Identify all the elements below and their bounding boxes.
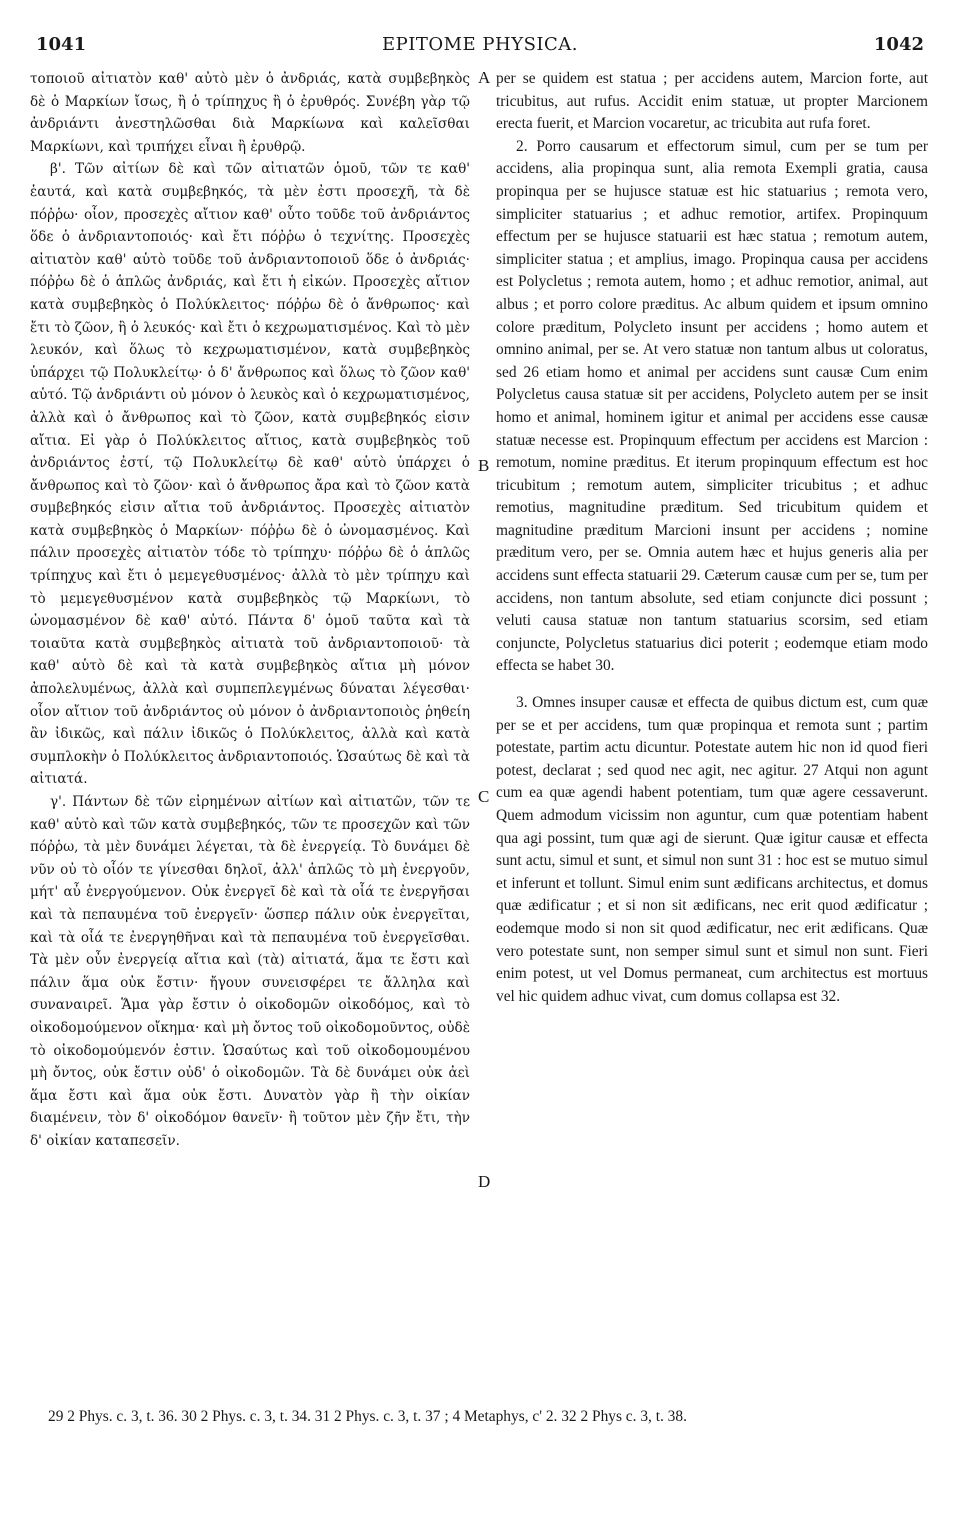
greek-paragraph: τοποιοῦ αἰτιατὸν καθ' αὐτὸ μὲν ὁ ἀνδριάς, κατὰ συμβεβηκὸς δὲ ὁ Μαρκίων ἴσως, ἢ ὁ τρίπηχυς ἢ ὁ ἐρυθρός. Συνέβη γὰρ τῷ ἀνδριάντι ἀνεστηλῶσθαι διὰ Μαρκίωνα καὶ καλεῖσθαι Μαρκίωνι, καὶ τριπήχει εἶναι ἢ ἐρυθρῷ. — [30, 71, 470, 155]
margin-marker-c: C — [478, 787, 490, 806]
page-number-right: 1042 — [873, 34, 924, 55]
latin-paragraph: 2. Porro causarum et effectorum simul, cum per se tum per accidens, alia propinqua sunt, alia remota Exempli gratia, causa propinqua per se hujusce statuæ est hic statuarius ; remota vero, simpliciter statuarius ; et adhuc remotior, artifex. Propinquum effectum per se hujusce statuarii est hæc statua ; remotum autem, simpliciter statua ; et amplius, imago. Propinqua causa per accidens est Polycletus ; remota autem, homo ; et adhuc remotior, animal, aut albus ; et porro colore præditus. Ac album quidem et ipsum omnino colore præditum, Polycleto insunt per accidens ; homo autem et omnino animal, per se. At vero statuæ non tantum albus ut coloratus, sed 26 etiam homo et animal per accidens sunt causæ Cum enim Polycletus causa statuæ sit per accidens, Polycleto autem per se insit homo et animal, hominem igitur et animal per accidens esse causæ statuæ necesse est. Propinquum effectum per accidens est Marcion : remotum, nomine præditus. Et iterum propinquum effectum est hoc tricubitum ; remotum autem, simpliciter tricubitus ; et adhuc remotius, magnitudine præditum. Sed tricubitum quidem et magnitudine præditum Marcioni insunt per accidens ; nomine præditum vero, per se. Omnia autem hæc et hujus generis alia per accidens sunt effecta statuarii 29. Cæterum causæ cum per se, tum per accidens, non tantum absolute, sed etiam conjuncte dici possunt ; veluti causa statuæ non tantum statuarius scorsim, sed etiam conjuncte, Polycletus statuarius dici poterit ; eodemque etiam modo effecta se habet 30. — [496, 137, 928, 675]
footnotes — [30, 1406, 930, 1428]
margin-marker-d: D — [478, 1172, 491, 1191]
margin-marker-a: A — [478, 68, 491, 87]
greek-column — [30, 68, 470, 1388]
greek-paragraph: β'. Τῶν αἰτίων δὲ καὶ τῶν αἰτιατῶν ὁμοῦ, τῶν τε καθ' ἑαυτά, καὶ κατὰ συμβεβηκός, τὰ μὲν ἐστι προσεχῆ, τὰ δὲ πόῤῥω· οἷον, προσεχὲς αἴτιον καθ' οὗτο τοῦδε τοῦ ἀνδριάντος ὅδε ὁ ἀνδριαντοποιός· καὶ ἔτι πόῤῥω ὁ τεχνίτης. Προσεχὲς αἰτιατὸν καθ' αὑτὸ τοῦδε τοῦ ἀνδριαντοποιοῦ ὅδε ὁ ἀνδριάς· πόῤῥω δὲ ὁ ἁπλῶς ἀνδριάς, καὶ ἔτι ἡ εἰκών. Προσεχὲς αἴτιον κατὰ συμβεβηκὸς ὁ Πολύκλειτος· πόῤῥω δὲ ὁ ἄνθρωπος· καὶ ἔτι τὸ ζῶον, ἢ ὁ λευκός· καὶ ἔτι ὁ κεχρωματισμένος. Καὶ τὸ μὲν λευκόν, καὶ ὅλως τὸ κεχρωματισμένον, κατὰ συμβεβηκὸς ὑπάρχει τῷ Πολυκλείτῳ· ὁ δ' ἄνθρωπος καὶ ὅλως τὸ ζῶον καθ' αὑτό. Τῷ ἀνδριάντι οὐ μόνον ὁ λευκὸς καὶ ὁ κεχρωματισμένος, ἀλλὰ καὶ ὁ ἄνθρωπος καὶ τὸ ζῶον, κατὰ συμβεβηκός εἰσιν αἴτια. Εἰ γὰρ ὁ Πολύκλειτος αἴτιος, κατὰ συμβεβηκὸς τοῦ ἀνδριάντος ἐστί, τῷ Πολυκλείτῳ δὲ καθ' αὑτὸ ὑπάρχει ὁ ἄνθρωπος καὶ τὸ ζῶον· καὶ ὁ ἄνθρωπος ἄρα καὶ τὸ ζῶον κατὰ συμβεβηκός εἰσιν αἴτια τοῦ ἀνδριάντος. Προσεχὲς αἰτιατὸν κατὰ συμβεβηκὸς ὁ Μαρκίων· πόῤῥω δὲ ὁ ὠνομασμένος. Καὶ πάλιν προσεχὲς αἰτιατὸν τόδε τὸ τρίπηχυ· πόῤῥω δὲ ὁ ἁπλῶς τρίπηχυς καὶ ἔτι ὁ μεμεγεθυσμένος· ἀλλὰ τὸ μὲν τρίπηχυ καὶ τὸ μεμεγεθυσμένον κατὰ συμβεβηκὸς τῷ Μαρκίωνι, τὸ ὠνομασμένον δὲ καθ' αὑτό. Πάντα δ' ὁμοῦ ταῦτα καὶ τὰ τοιαῦτα κατὰ συμβεβηκὸς αἰτιατὰ τοῦ ἀνδριαντοποιοῦ· τὰ καθ' αὑτὸ δὲ καὶ τὰ κατὰ συμβεβηκὸς αἴτια μὴ μόνον ἀπολελυμένως, ἀλλὰ καὶ συμπεπλεγμένως δύναται λέγεσθαι· οἷον αἴτιον τοῦ ἀνδριάντος οὐ μόνον ὁ ἀνδριαντοποιὸς ῥηθείη ἂν ἰδικῶς, καὶ πάλιν ἰδικῶς ὁ Πολύκλειτος, ἀλλὰ καὶ κατὰ συμπλοκὴν ὁ Πολύκλειτος ἀνδριαντοποιός. Ὡσαύτως δὲ καὶ τὰ αἰτιατά. — [30, 161, 470, 788]
latin-paragraph: per se quidem est statua ; per accidens autem, Marcion forte, aut tricubitus, aut rufus. Accidit enim statuæ, ut propter Marcionem erecta fuerit, et Marcion vocaretur, ac tricubita aut rufa foret. — [496, 70, 928, 133]
latin-paragraph: 3. Omnes insuper causæ et effecta de quibus dictum est, cum quæ per se et per accidens, tum quæ propinqua et remota sunt ; partim potestate, partim actu dicuntur. Potestate autem hic non id quod fieri potest, declarat ; sed quod nec agit, nec agitur. 27 Atqui non agunt cum ea quæ agendi habent potentiam, tum quæ agere cessaverunt. Quem admodum vicissim non aguntur, cum quæ potentiam habent qua agi possint, tum quæ agi de sierunt. Quæ igitur causæ et effecta sunt actu, simul et sunt, et simul non sunt 31 : hoc est se mutuo simul et inferunt et tollunt. Simul enim sunt ædificans architectus, et domus quæ ædificatur ; et si non sit ædificans, nec erit quod ædificatur ; eodemque modo si non sit quod ædificatur, nec erit ædificans. Quæ vero potestate sunt, non semper simul sunt et simul non sunt. Fieri enim potest, ut vel Domus permaneat, cum architectus est mortuus vel hic quidem adhuc vivat, cum domus collapsa est 32. — [496, 694, 928, 1005]
page-number-left: 1041 — [36, 34, 87, 55]
greek-paragraph: γ'. Πάντων δὲ τῶν εἰρημένων αἰτίων καὶ αἰτιατῶν, τῶν τε καθ' αὑτὸ καὶ τῶν κατὰ συμβεβηκός, τῶν τε προσεχῶν καὶ τῶν πόῤῥω, τὰ μὲν δυνάμει λέγεται, τὰ δὲ ἐνεργείᾳ. Τὸ δυνάμει δὲ νῦν οὐ τὸ οἷόν τε γίνεσθαι δηλοῖ, ἀλλ' ἁπλῶς τὸ μὴ ἐνεργοῦν, μήτ' αὖ ἐνεργούμενον. Οὐκ ἐνεργεῖ δὲ καὶ τὰ οἷά τε ἐνεργῆσαι καὶ τὰ πεπαυμένα τοῦ ἐνεργεῖν· ὥσπερ πάλιν οὐκ ἐνεργεῖται, καὶ τὰ οἷά τε ἐνεργηθῆναι καὶ τὰ πεπαυμένα τοῦ ἐνεργεῖσθαι. Τὰ μὲν οὖν ἐνεργείᾳ αἴτια καὶ (τὰ) αἰτιατά, ἅμα τε ἔστι καὶ πάλιν ἅμα οὐκ ἔστιν· ἤγουν συνεισφέρει τε ἄλληλα καὶ συναναιρεῖ. Ἅμα γὰρ ἔστιν ὁ οἰκοδομῶν οἰκοδόμος, καὶ τὸ οἰκοδομούμενον οἴκημα· καὶ μὴ ὄντος τοῦ οἰκοδομοῦντος, οὐδὲ τὸ οἰκοδομούμενόν ἐστιν. Ὡσαύτως καὶ τοῦ οἰκοδομουμένου μὴ ὄντος, οὐκ ἔστιν οὐδ' ὁ οἰκοδομῶν. Τὰ δὲ δυνάμει οὐκ ἀεὶ ἅμα ἔστι καὶ ἅμα οὐκ ἔστι. Δυνατὸν γὰρ ἢ τὴν οἰκίαν διαμένειν, τὸν δ' οἰκοδόμον θανεῖν· ἢ τοῦτον μὲν ζῆν ἔτι, τὴν δ' οἰκίαν καταπεσεῖν. — [30, 794, 470, 1149]
running-title: EPITOME PHYSICA. — [381, 34, 579, 55]
margin-marker-b: B — [478, 456, 490, 475]
latin-column — [496, 68, 928, 1388]
footnote-text: 29 2 Phys. c. 3, t. 36. 30 2 Phys. c. 3, t. 34. 31 2 Phys. c. 3, t. 37 ; 4 Metaphys, c' 2. 32 2 Phys c. 3, t. 38. — [48, 1408, 687, 1425]
page-header — [36, 34, 924, 60]
